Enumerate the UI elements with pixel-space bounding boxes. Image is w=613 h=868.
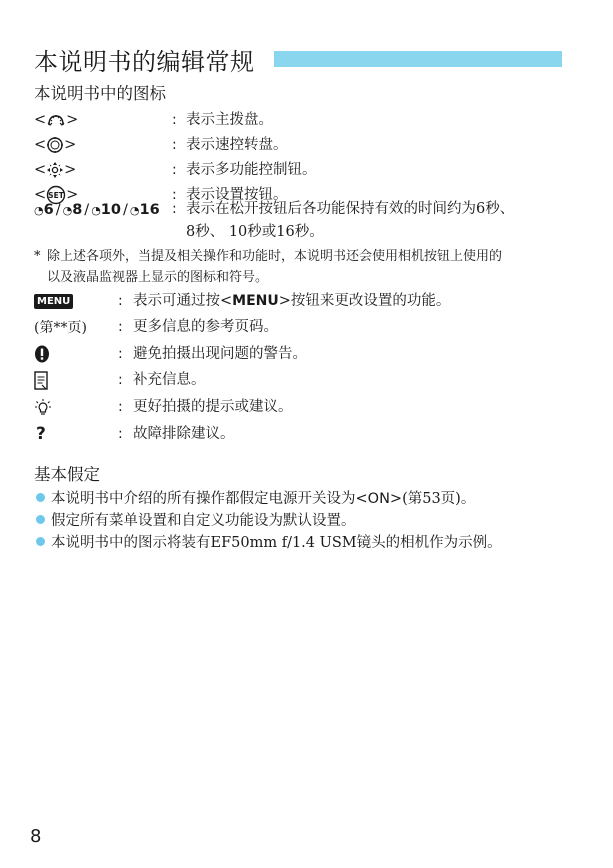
symbol-description: 补充信息。 xyxy=(133,372,206,388)
symbol-description: 故障排除建议。 xyxy=(133,426,235,442)
page-ref-label: (第**页) xyxy=(34,320,87,336)
caution-icon xyxy=(34,345,50,363)
bullet-dot xyxy=(36,515,45,524)
note-line2: 以及液晶监视器上显示的图标和符号。 xyxy=(47,270,269,285)
timer-16-icon: ◔16 xyxy=(129,202,160,218)
page-number: 8 xyxy=(30,826,42,847)
note-line1: 除上述各项外，当提及相关操作和功能时，本说明书还会使用相机按钮上使用的 xyxy=(47,249,503,264)
bracket-open: < xyxy=(34,137,47,153)
colon: : xyxy=(172,162,177,178)
colon: : xyxy=(118,399,123,415)
lightbulb-tip-icon xyxy=(34,398,52,416)
timer-icons xyxy=(34,199,160,221)
symbol-description: 表示可通过按<MENU>按钮来更改设置的功能。 xyxy=(133,293,451,309)
memo-icon xyxy=(34,371,48,390)
menu-key-label: MENU xyxy=(232,293,279,309)
colon: : xyxy=(118,426,123,442)
bracket-close: > xyxy=(66,112,79,128)
icons-section-heading: 本说明书中的图标 xyxy=(34,84,166,103)
symbol-description: 避免拍摄出现问题的警告。 xyxy=(133,346,307,362)
icon-description: 表示主拨盘。 xyxy=(186,112,273,128)
colon: : xyxy=(172,187,177,203)
title-accent-bar xyxy=(274,51,562,67)
main-dial-icon xyxy=(46,112,66,128)
bracket-close: > xyxy=(66,187,79,203)
note-asterisk: * xyxy=(34,249,41,264)
separator: / xyxy=(55,202,61,218)
colon: : xyxy=(172,137,177,153)
assumption-item: 本说明书中的图示将装有EF50mm f/1.4 USM镜头的相机作为示例。 xyxy=(36,532,502,554)
bracket-open: < xyxy=(34,112,47,128)
on-key-label: ON xyxy=(367,491,390,507)
icon-description: 表示速控转盘。 xyxy=(186,137,288,153)
icon-description: 表示多功能控制钮。 xyxy=(186,162,317,178)
timer-6-icon: ◔6 xyxy=(34,202,54,218)
colon: : xyxy=(118,346,123,362)
separator: / xyxy=(84,202,90,218)
symbol-description: 更多信息的参考页码。 xyxy=(133,319,278,335)
question-mark-icon: ? xyxy=(36,424,46,444)
menu-button-icon: MENU xyxy=(34,294,73,309)
multi-controller-icon xyxy=(46,161,64,179)
symbol-description: 更好拍摄的提示或建议。 xyxy=(133,399,293,415)
assumptions-heading: 基本假定 xyxy=(34,465,100,484)
title-row xyxy=(34,42,562,76)
timer-10-icon: ◔10 xyxy=(91,202,121,218)
separator: / xyxy=(122,202,128,218)
colon: : xyxy=(172,112,177,128)
bullet-dot xyxy=(36,537,45,546)
assumption-item: 本说明书中介绍的所有操作都假定电源开关设为<ON>(第53页)。 xyxy=(36,488,475,510)
icon-description: 表示设置按钮。 xyxy=(186,187,288,203)
colon: : xyxy=(118,293,123,309)
timer-8-icon: ◔8 xyxy=(62,202,83,218)
bracket-open: < xyxy=(34,187,47,203)
svg-text:SET: SET xyxy=(48,191,64,201)
bullet-dot xyxy=(36,493,45,502)
colon: : xyxy=(118,372,123,388)
quick-control-dial-icon xyxy=(46,136,64,154)
bracket-open: < xyxy=(34,162,47,178)
bracket-close: > xyxy=(64,162,77,178)
page-title: 本说明书的编辑常规 xyxy=(34,48,255,76)
assumption-item: 假定所有菜单设置和自定义功能设为默认设置。 xyxy=(36,510,356,532)
bracket-close: > xyxy=(64,137,77,153)
colon: : xyxy=(118,319,123,335)
timer-description-line1: 表示在松开按钮后各功能保持有效的时间约为6秒、 xyxy=(186,201,515,217)
colon: : xyxy=(172,201,177,217)
timer-description-line2: 8秒、 10秒或16秒。 xyxy=(186,224,324,240)
